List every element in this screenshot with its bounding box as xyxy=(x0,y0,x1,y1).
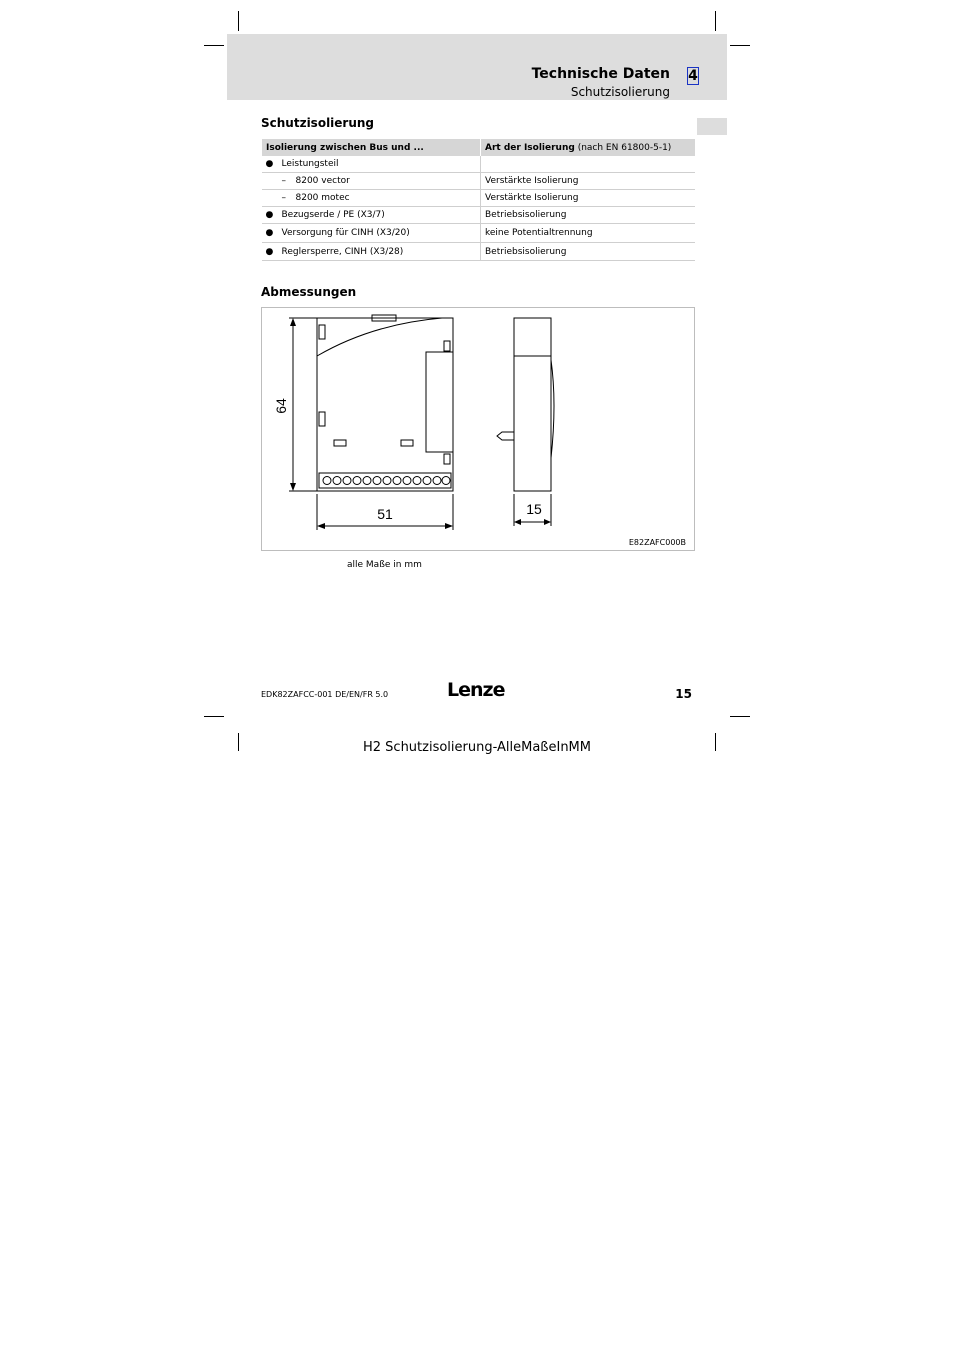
table-header-cell: Isolierung zwischen Bus und ... xyxy=(262,139,481,156)
footer-doc-id: EDK82ZAFCC-001 DE/EN/FR 5.0 xyxy=(261,690,389,699)
crop-mark xyxy=(238,11,239,31)
table-row xyxy=(262,224,696,243)
front-clip xyxy=(319,412,325,426)
table-cell: Betriebsisolierung xyxy=(481,207,696,224)
figure-code: E82ZAFC000B xyxy=(628,538,686,547)
front-view-outline xyxy=(317,318,453,491)
front-slot xyxy=(401,440,413,446)
crop-mark xyxy=(715,11,716,31)
front-clip xyxy=(444,454,450,464)
bullet-icon: ● xyxy=(265,210,274,220)
figure-caption: alle Maße in mm xyxy=(347,560,422,570)
table-row xyxy=(262,243,696,261)
bullet-icon: ● xyxy=(265,246,274,257)
row-label: 8200 motec xyxy=(295,193,350,203)
table-row xyxy=(262,156,696,173)
row-label: Bezugserde / PE (X3/7) xyxy=(281,210,385,220)
row-label: Versorgung für CINH (X3/20) xyxy=(281,228,410,238)
table-cell xyxy=(262,156,481,173)
chapter-number-link[interactable]: 4 xyxy=(688,68,698,84)
bullet-icon: ● xyxy=(265,159,274,169)
isolation-table xyxy=(261,139,695,261)
table-cell: Betriebsisolierung xyxy=(481,243,696,261)
side-tab xyxy=(697,118,727,135)
front-clip xyxy=(444,341,450,351)
table-cell: Verstärkte Isolierung xyxy=(481,173,696,190)
table-cell xyxy=(262,243,481,261)
table-cell xyxy=(262,224,481,243)
row-label: Reglersperre, CINH (X3/28) xyxy=(281,246,404,257)
table-cell xyxy=(262,190,481,207)
chapter-subtitle: Schutzisolierung xyxy=(570,85,670,99)
width-label: 51 xyxy=(377,506,393,522)
table-cell xyxy=(262,173,481,190)
crop-mark xyxy=(204,716,224,717)
dash-icon: – xyxy=(281,176,286,186)
front-view-curve xyxy=(317,318,442,356)
table-cell: keine Potentialtrennung xyxy=(481,224,696,243)
section-heading-dimensions: Abmessungen xyxy=(261,285,357,299)
chapter-title: Technische Daten xyxy=(531,66,670,82)
height-label: 64 xyxy=(273,398,289,414)
depth-label: 15 xyxy=(526,501,542,517)
table-cell: Verstärkte Isolierung xyxy=(481,190,696,207)
table-row xyxy=(262,173,696,190)
front-panel xyxy=(426,352,453,452)
front-slot xyxy=(334,440,346,446)
side-view-hook xyxy=(497,432,514,440)
dimension-drawing-svg xyxy=(262,308,694,550)
crop-mark xyxy=(730,716,750,717)
bullet-icon: ● xyxy=(265,228,274,238)
table-row xyxy=(262,207,696,224)
front-clip xyxy=(319,325,325,339)
table-cell xyxy=(262,207,481,224)
lenze-logo: Lenze xyxy=(447,679,505,701)
row-label: 8200 vector xyxy=(295,176,350,186)
dimension-drawing xyxy=(261,307,695,551)
page-number: 15 xyxy=(675,687,692,701)
header-rest-text: (nach EN 61800-5-1) xyxy=(574,142,672,153)
side-view-outline xyxy=(514,318,551,491)
page-label: H2 Schutzisolierung-AlleMaßeInMM xyxy=(362,740,591,755)
header-bold-text: Art der Isolierung xyxy=(485,142,575,153)
terminal-screws xyxy=(323,477,450,485)
table-header-row xyxy=(262,139,696,156)
table-row xyxy=(262,190,696,207)
row-label: Leistungsteil xyxy=(281,159,339,169)
section-heading-isolation: Schutzisolierung xyxy=(261,116,375,130)
crop-mark xyxy=(730,45,750,46)
table-header-cell xyxy=(481,139,696,156)
dash-icon: – xyxy=(281,193,286,203)
crop-mark xyxy=(204,45,224,46)
table-cell xyxy=(481,156,696,173)
